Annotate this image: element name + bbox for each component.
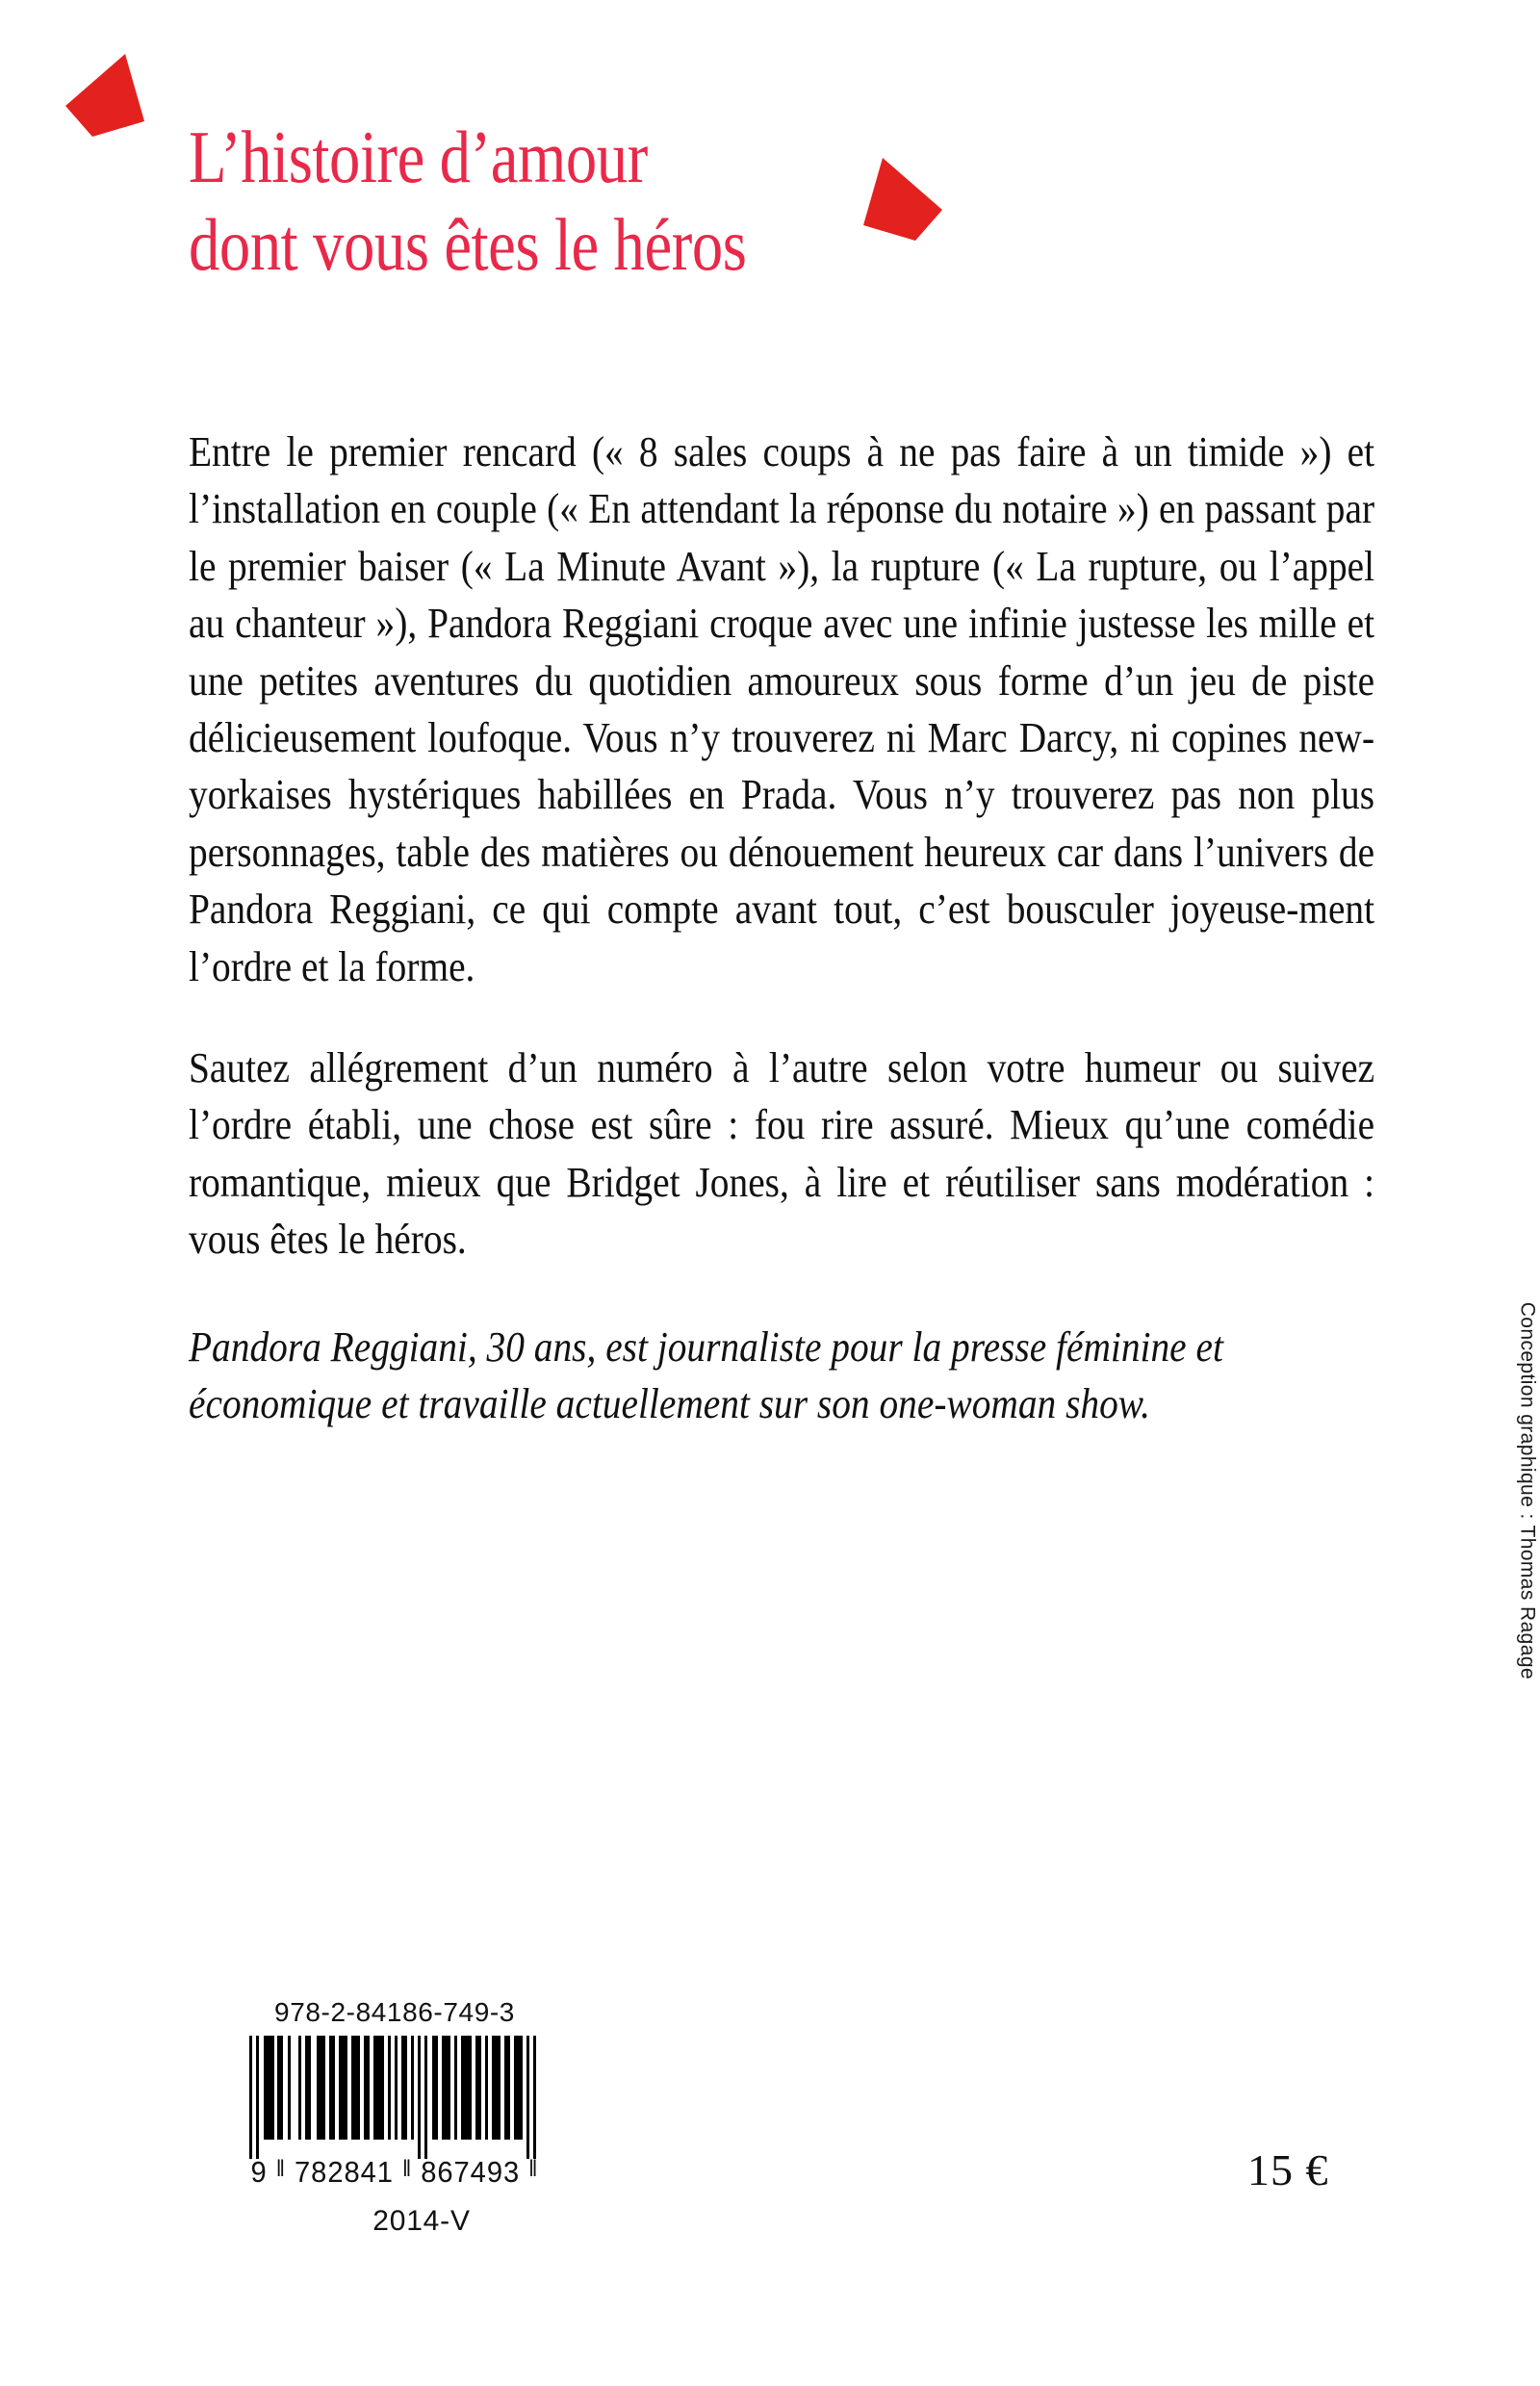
author-bio: Pandora Reggiani, 30 ans, est journaliste pour la presse féminine et économique et travaille actuellement sur son one-woman show. [189, 1321, 1223, 1428]
barcode-separator-1: ‖ [275, 2156, 286, 2182]
arrowhead-left-icon [65, 50, 144, 137]
price-label: 15 € [1247, 2145, 1329, 2194]
blurb-paragraph-1: Entre le premier rencard (« 8 sales coups à ne pas faire à un timide ») et l’installation en couple (« En attendant la réponse du notaire ») en passant par le premier baiser (« La Minute Avant »), la rupture (« La rupture, ou l’appel au chanteur »), Pandora Reggiani croque avec une infinie justesse les mille et une petites aventures du quotidien amoureux sous forme d’un jeu de piste délicieusement loufoque. Vous n’y trouverez ni Marc Darcy, ni copines new-yorkaises hystériques habillées en Prada. Vous n’y trouverez pas non plus personnages, table des matières ou dénouement heureux car dans l’univers de Pandora Reggiani, ce qui compte avant tout, c’est bousculer joyeuse-ment l’ordre et la forme. [189, 427, 1375, 990]
design-credit-label: Conception graphique : Thomas Ragage [1516, 1301, 1538, 1680]
isbn-number: 978-2-84186-749-3 [274, 1997, 515, 2027]
barcode-digit-group-2: 867493 [421, 2155, 521, 2189]
barcode-digit-group-1: 782841 [295, 2155, 394, 2189]
blurb-paragraph-2: Sautez allégrement d’un numéro à l’autre selon votre humeur ou suivez l’ordre établi, une chose est sûre : fou rire assuré. Mieux qu’une comédie romantique, mieux que Bridget Jones, à lire et réutiliser sans modération : vous êtes le héros. [189, 1043, 1375, 1264]
cover-title [189, 114, 959, 289]
title-line-1: L’histoire d’amour [189, 115, 648, 198]
barcode-icon [245, 2036, 544, 2159]
barcode-digit-lead: 9 [250, 2155, 268, 2189]
barcode-separator-2: ‖ [401, 2156, 413, 2182]
barcode-separator-3: ‖ [528, 2156, 539, 2182]
title-line-2: dont vous êtes le héros [189, 202, 747, 286]
print-run-code: 2014-V [372, 2205, 471, 2237]
blurb-body [189, 423, 1374, 1433]
design-credit [1515, 1302, 1538, 1680]
barcode-digits [251, 2155, 539, 2190]
barcode-block [231, 1997, 558, 2238]
